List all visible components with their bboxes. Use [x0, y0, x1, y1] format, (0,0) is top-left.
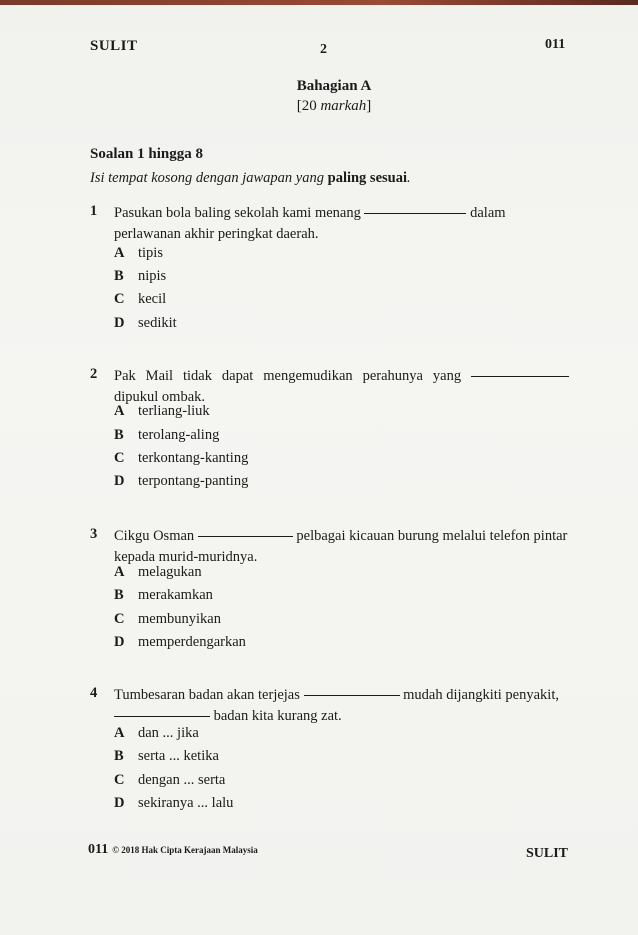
question-number: 1 — [90, 203, 98, 219]
option-letter: A — [114, 725, 125, 741]
option-a[interactable] — [114, 403, 210, 423]
answer-blank — [471, 375, 569, 377]
option-text: tipis — [138, 245, 163, 261]
option-letter: D — [114, 315, 125, 331]
option-letter: A — [114, 403, 125, 419]
option-c[interactable] — [114, 611, 221, 631]
question-range-title: Soalan 1 hingga 8 — [90, 146, 203, 162]
option-letter: B — [114, 587, 124, 603]
section-marks — [0, 98, 638, 115]
copyright-notice: © 2018 Hak Cipta Kerajaan Malaysia — [112, 845, 258, 855]
option-letter: B — [114, 427, 124, 443]
page-number: 2 — [320, 42, 327, 57]
option-text: kecil — [138, 291, 167, 307]
stem-part: dalam perlawanan akhir peringkat daerah. — [114, 205, 506, 242]
option-d[interactable] — [114, 315, 177, 335]
option-a[interactable] — [114, 725, 199, 745]
option-letter: D — [114, 473, 125, 489]
stem-part: badan kita kurang zat. — [210, 708, 342, 724]
stem-part: Pasukan bola baling sekolah kami menang — [114, 205, 365, 221]
option-text: terpontang-panting — [138, 473, 249, 489]
top-edge-band — [0, 0, 638, 5]
option-text: terolang-aling — [138, 427, 220, 443]
answer-blank — [198, 535, 293, 537]
option-letter: D — [114, 795, 125, 811]
option-b[interactable] — [114, 427, 219, 447]
option-text: terliang-liuk — [138, 403, 210, 419]
section-title: Bahagian A — [296, 78, 372, 94]
question-stem — [114, 366, 569, 408]
option-c[interactable] — [114, 291, 166, 311]
answer-blank — [364, 212, 466, 214]
stem-part: Tumbesaran badan akan terjejas — [114, 687, 304, 703]
option-d[interactable] — [114, 795, 233, 815]
option-a[interactable] — [114, 245, 163, 265]
stem-part: Pak Mail tidak dapat mengemudikan perahunya yang — [114, 368, 471, 384]
option-text: nipis — [138, 268, 167, 284]
option-letter: B — [114, 748, 124, 764]
stem-part: mudah dijangkiti penyakit, — [399, 687, 559, 703]
footer-sulit: SULIT — [526, 846, 569, 861]
option-text: membunyikan — [138, 611, 221, 627]
question-stem — [114, 685, 569, 727]
option-a[interactable] — [114, 564, 202, 584]
instruction-text: Isi tempat kosong dengan jawapan yang — [90, 170, 328, 186]
option-d[interactable] — [114, 634, 246, 654]
footer-paper-code: 011 — [88, 842, 109, 857]
option-text: sekiranya ... lalu — [138, 795, 234, 811]
question-stem — [114, 203, 569, 245]
paper-code: 011 — [545, 37, 566, 52]
option-b[interactable] — [114, 748, 219, 768]
question-1 — [90, 203, 570, 333]
question-3 — [90, 526, 570, 656]
option-c[interactable] — [114, 772, 225, 792]
question-2 — [90, 366, 570, 496]
question-number: 2 — [90, 366, 98, 382]
option-text: dan ... jika — [138, 725, 199, 741]
option-letter: C — [114, 772, 125, 788]
option-letter: A — [114, 564, 125, 580]
instruction-end: . — [407, 170, 411, 186]
option-text: terkontang-kanting — [138, 450, 249, 466]
option-b[interactable] — [114, 268, 166, 288]
option-d[interactable] — [114, 473, 248, 493]
option-text: melagukan — [138, 564, 202, 580]
instruction-bold: paling sesuai — [327, 170, 407, 186]
question-number: 4 — [90, 685, 98, 701]
option-letter: D — [114, 634, 125, 650]
answer-blank — [114, 715, 210, 717]
option-b[interactable] — [114, 587, 213, 607]
option-text: serta ... ketika — [138, 748, 219, 764]
option-letter: B — [114, 268, 124, 284]
option-letter: A — [114, 245, 125, 261]
option-c[interactable] — [114, 450, 248, 470]
question-stem — [114, 526, 569, 568]
stem-part: pelbagai kicauan burung melalui telefon pintar kepada murid-muridnya. — [114, 528, 568, 565]
question-4 — [90, 685, 570, 815]
stem-part: Cikgu Osman — [114, 528, 198, 544]
answer-blank — [304, 694, 400, 696]
option-letter: C — [114, 450, 125, 466]
marks-word: markah — [320, 98, 367, 114]
marks-suffix: ] — [366, 98, 372, 114]
option-letter: C — [114, 291, 125, 307]
option-text: memperdengarkan — [138, 634, 246, 650]
option-text: merakamkan — [138, 587, 213, 603]
header-sulit: SULIT — [90, 38, 138, 54]
option-letter: C — [114, 611, 125, 627]
option-text: sedikit — [138, 315, 177, 331]
marks-prefix: [20 — [296, 98, 321, 114]
option-text: dengan ... serta — [138, 772, 226, 788]
footer-code — [88, 842, 258, 858]
stem-part: dipukul ombak. — [114, 389, 206, 405]
instructions — [90, 170, 411, 187]
question-number: 3 — [90, 526, 98, 542]
